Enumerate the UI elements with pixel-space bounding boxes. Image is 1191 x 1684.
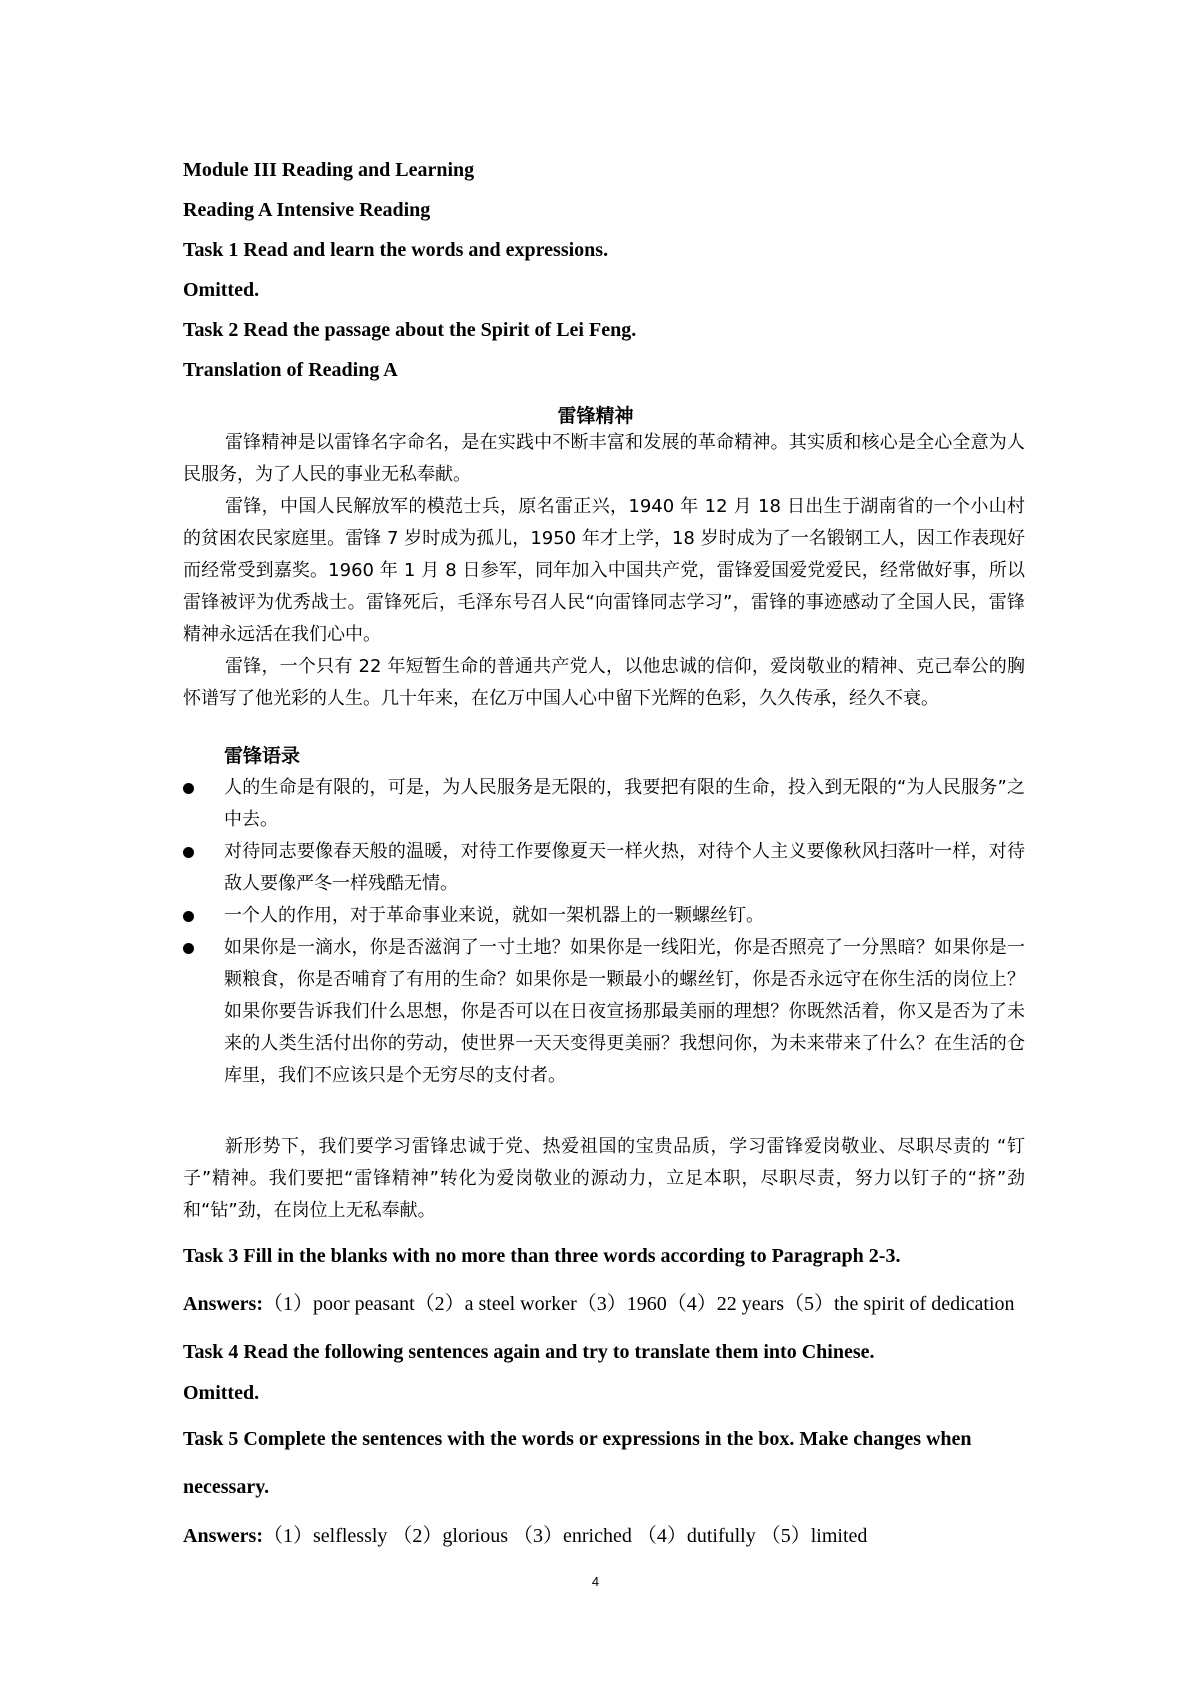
bullet-icon bbox=[183, 911, 194, 922]
task5-title-line1: Task 5 Complete the sentences with the words or expressions in the box. Make changes when bbox=[183, 1428, 972, 1450]
passage-paragraph-2: 雷锋，中国人民解放军的模范士兵，原名雷正兴，1940 年 12 月 18 日出生于湖南省的一个小山村的贫困农民家庭里。雷锋 7 岁时成为孤儿，1950 年才上学，18 岁时成为了一名锻钢工人，因工作表现好而经常受到嘉奖。1960 年 1 月 8 日参军，同年加入中国共产党，雷锋爱国爱党爱民，经常做好事，所以雷锋被评为优秀战士。雷锋死后，毛泽东号召人民“向雷锋同志学习”，雷锋的事迹感动了全国人民，雷锋精神永远活在我们心中。 bbox=[183, 496, 1025, 645]
quote-text: 一个人的作用，对于革命事业来说，就如一架机器上的一颗螺丝钉。 bbox=[224, 905, 764, 926]
page-number: 4 bbox=[591, 1574, 600, 1589]
translation-heading: Translation of Reading A bbox=[183, 359, 398, 381]
task2-title: Task 2 Read the passage about the Spirit of Lei Feng. bbox=[183, 319, 637, 341]
answers-text: （1）selflessly （2）glorious （3）enriched （4）dutifully （5）limited bbox=[263, 1525, 868, 1547]
passage-closing: 新形势下，我们要学习雷锋忠诚于党、热爱祖国的宝贵品质，学习雷锋爱岗敬业、尽职尽责的 “钉子”精神。我们要把“雷锋精神”转化为爱岗敬业的源动力，立足本职，尽职尽责，努力以钉子的“挤”劲和“钻”劲，在岗位上无私奉献。 bbox=[183, 1136, 1025, 1221]
task5-title-line2: necessary. bbox=[183, 1476, 270, 1498]
reading-title: Reading A Intensive Reading bbox=[183, 199, 431, 221]
quote-item bbox=[183, 836, 1025, 900]
task5-answers bbox=[183, 1524, 867, 1548]
answers-label: Answers: bbox=[183, 1525, 263, 1547]
module-title: Module III Reading and Learning bbox=[183, 159, 475, 181]
passage-paragraph-1: 雷锋精神是以雷锋名字命名，是在实践中不断丰富和发展的革命精神。其实质和核心是全心全意为人民服务，为了人民的事业无私奉献。 bbox=[183, 432, 1025, 485]
quotes-list bbox=[183, 772, 1025, 1092]
bullet-icon bbox=[183, 847, 194, 858]
quote-text: 人的生命是有限的，可是，为人民服务是无限的，我要把有限的生命，投入到无限的“为人民服务”之中去。 bbox=[224, 777, 1025, 830]
answers-text: （1）poor peasant（2）a steel worker（3）1960（4）22 years（5）the spirit of dedication bbox=[263, 1293, 1015, 1315]
task4-note: Omitted. bbox=[183, 1382, 260, 1404]
quote-item bbox=[183, 772, 1025, 836]
bullet-icon bbox=[183, 943, 194, 954]
quotes-title: 雷锋语录 bbox=[224, 745, 301, 767]
quote-item bbox=[183, 900, 1025, 932]
quote-text: 如果你是一滴水，你是否滋润了一寸土地？如果你是一线阳光，你是否照亮了一分黑暗？如果你是一颗粮食，你是否哺育了有用的生命？如果你是一颗最小的螺丝钉，你是否永远守在你生活的岗位上？如果你要告诉我们什么思想，你是否可以在日夜宣扬那最美丽的理想？你既然活着，你又是否为了未来的人类生活付出你的劳动，使世界一天天变得更美丽？我想问你，为未来带来了什么？在生活的仓库里，我们不应该只是个无穷尽的支付者。 bbox=[224, 937, 1025, 1086]
task1-note: Omitted. bbox=[183, 279, 260, 301]
quote-item bbox=[183, 932, 1025, 1092]
passage-paragraph-3: 雷锋，一个只有 22 年短暂生命的普通共产党人，以他忠诚的信仰，爱岗敬业的精神、克己奉公的胸怀谱写了他光彩的人生。几十年来，在亿万中国人心中留下光辉的色彩，久久传承，经久不衰。 bbox=[183, 656, 1025, 709]
task3-title: Task 3 Fill in the blanks with no more than three words according to Paragraph 2-3. bbox=[183, 1245, 901, 1267]
answers-label: Answers: bbox=[183, 1293, 263, 1315]
bullet-icon bbox=[183, 783, 194, 794]
task4-title: Task 4 Read the following sentences again and try to translate them into Chinese. bbox=[183, 1341, 875, 1363]
task1-title: Task 1 Read and learn the words and expressions. bbox=[183, 239, 609, 261]
quote-text: 对待同志要像春天般的温暖，对待工作要像夏天一样火热，对待个人主义要像秋风扫落叶一样，对待敌人要像严冬一样残酷无情。 bbox=[224, 841, 1025, 894]
passage-title: 雷锋精神 bbox=[557, 405, 634, 427]
task3-answers bbox=[183, 1292, 1015, 1316]
